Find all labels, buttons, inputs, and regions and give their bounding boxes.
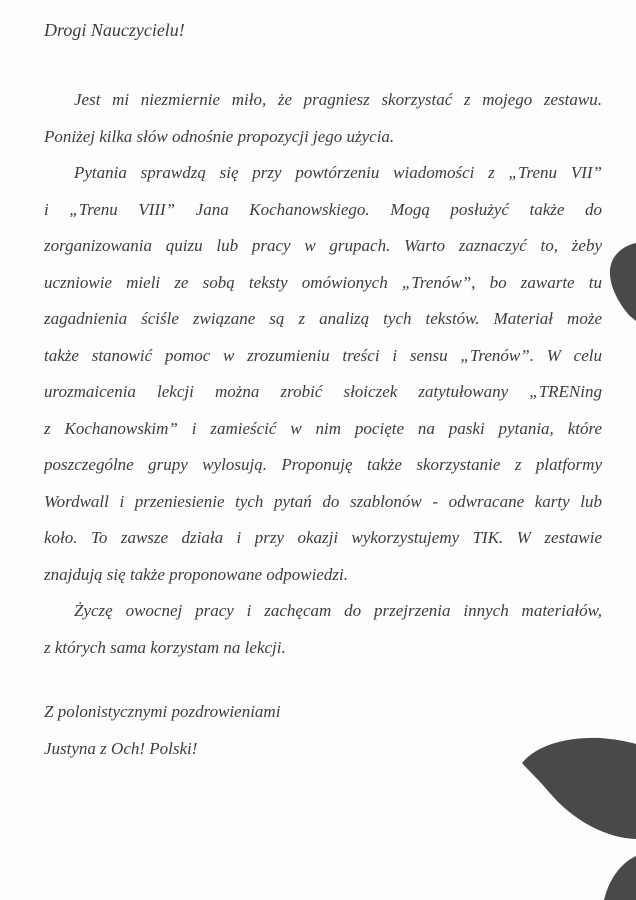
paragraph1-line: Jest mi niezmiernie miło, że pragniesz skorzystać z mojego zestawu. xyxy=(74,90,602,109)
paragraph3-line: Życzę owocnej pracy i zachęcam do przejrzenia innych materiałów, xyxy=(74,601,602,620)
letter-signoff xyxy=(44,694,602,767)
paragraph2-line: z Kochanowskim” i zamieścić w nim pocięte na paski pytania, które xyxy=(44,418,602,438)
paragraph2-line: poszczególne grupy wylosują. Proponuję także skorzystanie z platformy xyxy=(44,455,602,474)
paragraph3-line: z których sama korzystam na lekcji. xyxy=(44,637,286,657)
paragraph2-line: urozmaicenia lekcji można zrobić słoiczek zatytułowany „TRENing xyxy=(44,382,602,401)
letter-greeting: Drogi Nauczycielu! xyxy=(44,20,185,40)
leaf-icon xyxy=(608,240,636,322)
paragraph2-line: Wordwall i przeniesienie tych pytań do szablonów - odwracane karty lub xyxy=(44,491,602,511)
paragraph2-line: także stanowić pomoc w zrozumieniu treści i sensu „Trenów”. W celu xyxy=(44,345,602,365)
letter-body xyxy=(44,82,602,666)
paragraph2-line: koło. To zawsze działa i przy okazji wykorzystujemy TIK. W zestawie xyxy=(44,528,602,547)
paragraph2-line: uczniowie mieli ze sobą teksty omówionych „Trenów”, bo zawarte tu xyxy=(44,272,602,292)
paragraph2-line: i „Trenu VIII” Jana Kochanowskiego. Mogą posłużyć także do xyxy=(44,199,602,219)
paragraph2-line: zagadnienia ściśle związane są z analizą tych tekstów. Materiał może xyxy=(44,309,602,328)
paragraph2-line: zorganizowania quizu lub pracy w grupach. Warto zaznaczyć to, żeby xyxy=(44,236,602,255)
signoff-closing-line: Z polonistycznymi pozdrowieniami xyxy=(44,702,281,721)
paragraph2-line: znajdują się także proponowane odpowiedzi. xyxy=(44,564,348,584)
leaf-icon xyxy=(604,856,636,900)
signoff-signature-line: Justyna z Och! Polski! xyxy=(44,738,198,758)
paragraph1-line: Poniżej kilka słów odnośnie propozycji jego użycia. xyxy=(44,126,395,146)
paragraph2-line: Pytania sprawdzą się przy powtórzeniu wiadomości z „Trenu VII” xyxy=(74,163,602,182)
